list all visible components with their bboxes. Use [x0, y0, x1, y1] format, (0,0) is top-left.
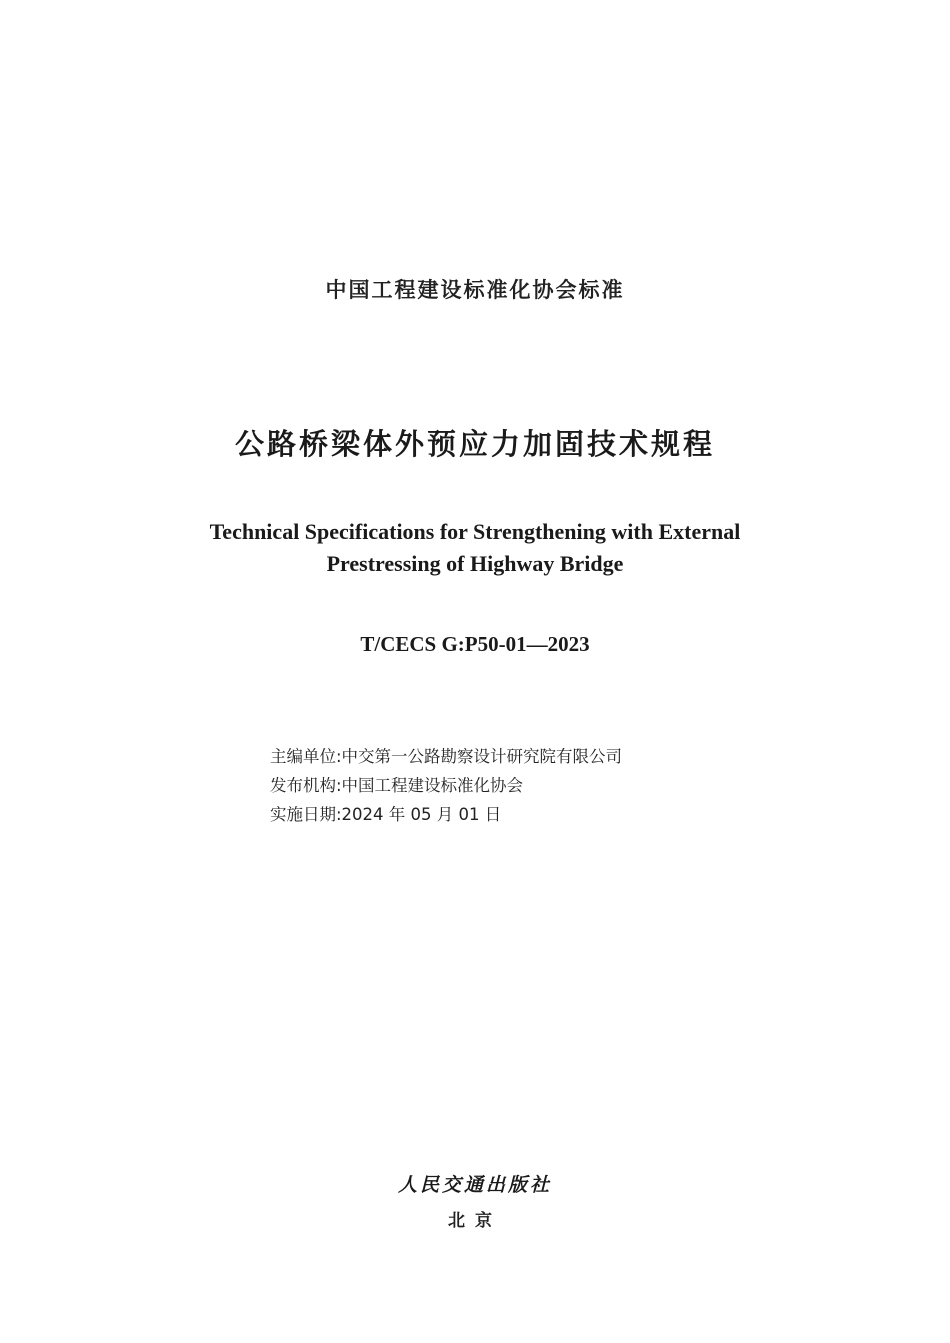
issuing-organization: 发布机构:中国工程建设标准化协会	[270, 776, 524, 795]
publisher-name: 人民交通出版社	[397, 1174, 552, 1196]
document-title-english	[0, 516, 950, 580]
standard-series-title: 中国工程建设标准化协会标准	[325, 278, 625, 302]
document-info-block	[270, 742, 622, 829]
document-title-chinese: 公路桥梁体外预应力加固技术规程	[234, 427, 715, 461]
english-title-line-1: Technical Specifications for Strengthening with External	[209, 519, 741, 544]
chief-editor-unit: 主编单位:中交第一公路勘察设计研究院有限公司	[270, 747, 623, 766]
standard-code: T/CECS G:P50-01—2023	[360, 632, 590, 656]
english-title-line-2: Prestressing of Highway Bridge	[326, 551, 624, 576]
effective-date: 实施日期:2024 年 05 月 01 日	[270, 805, 502, 824]
publisher-city: 北京	[448, 1211, 502, 1231]
